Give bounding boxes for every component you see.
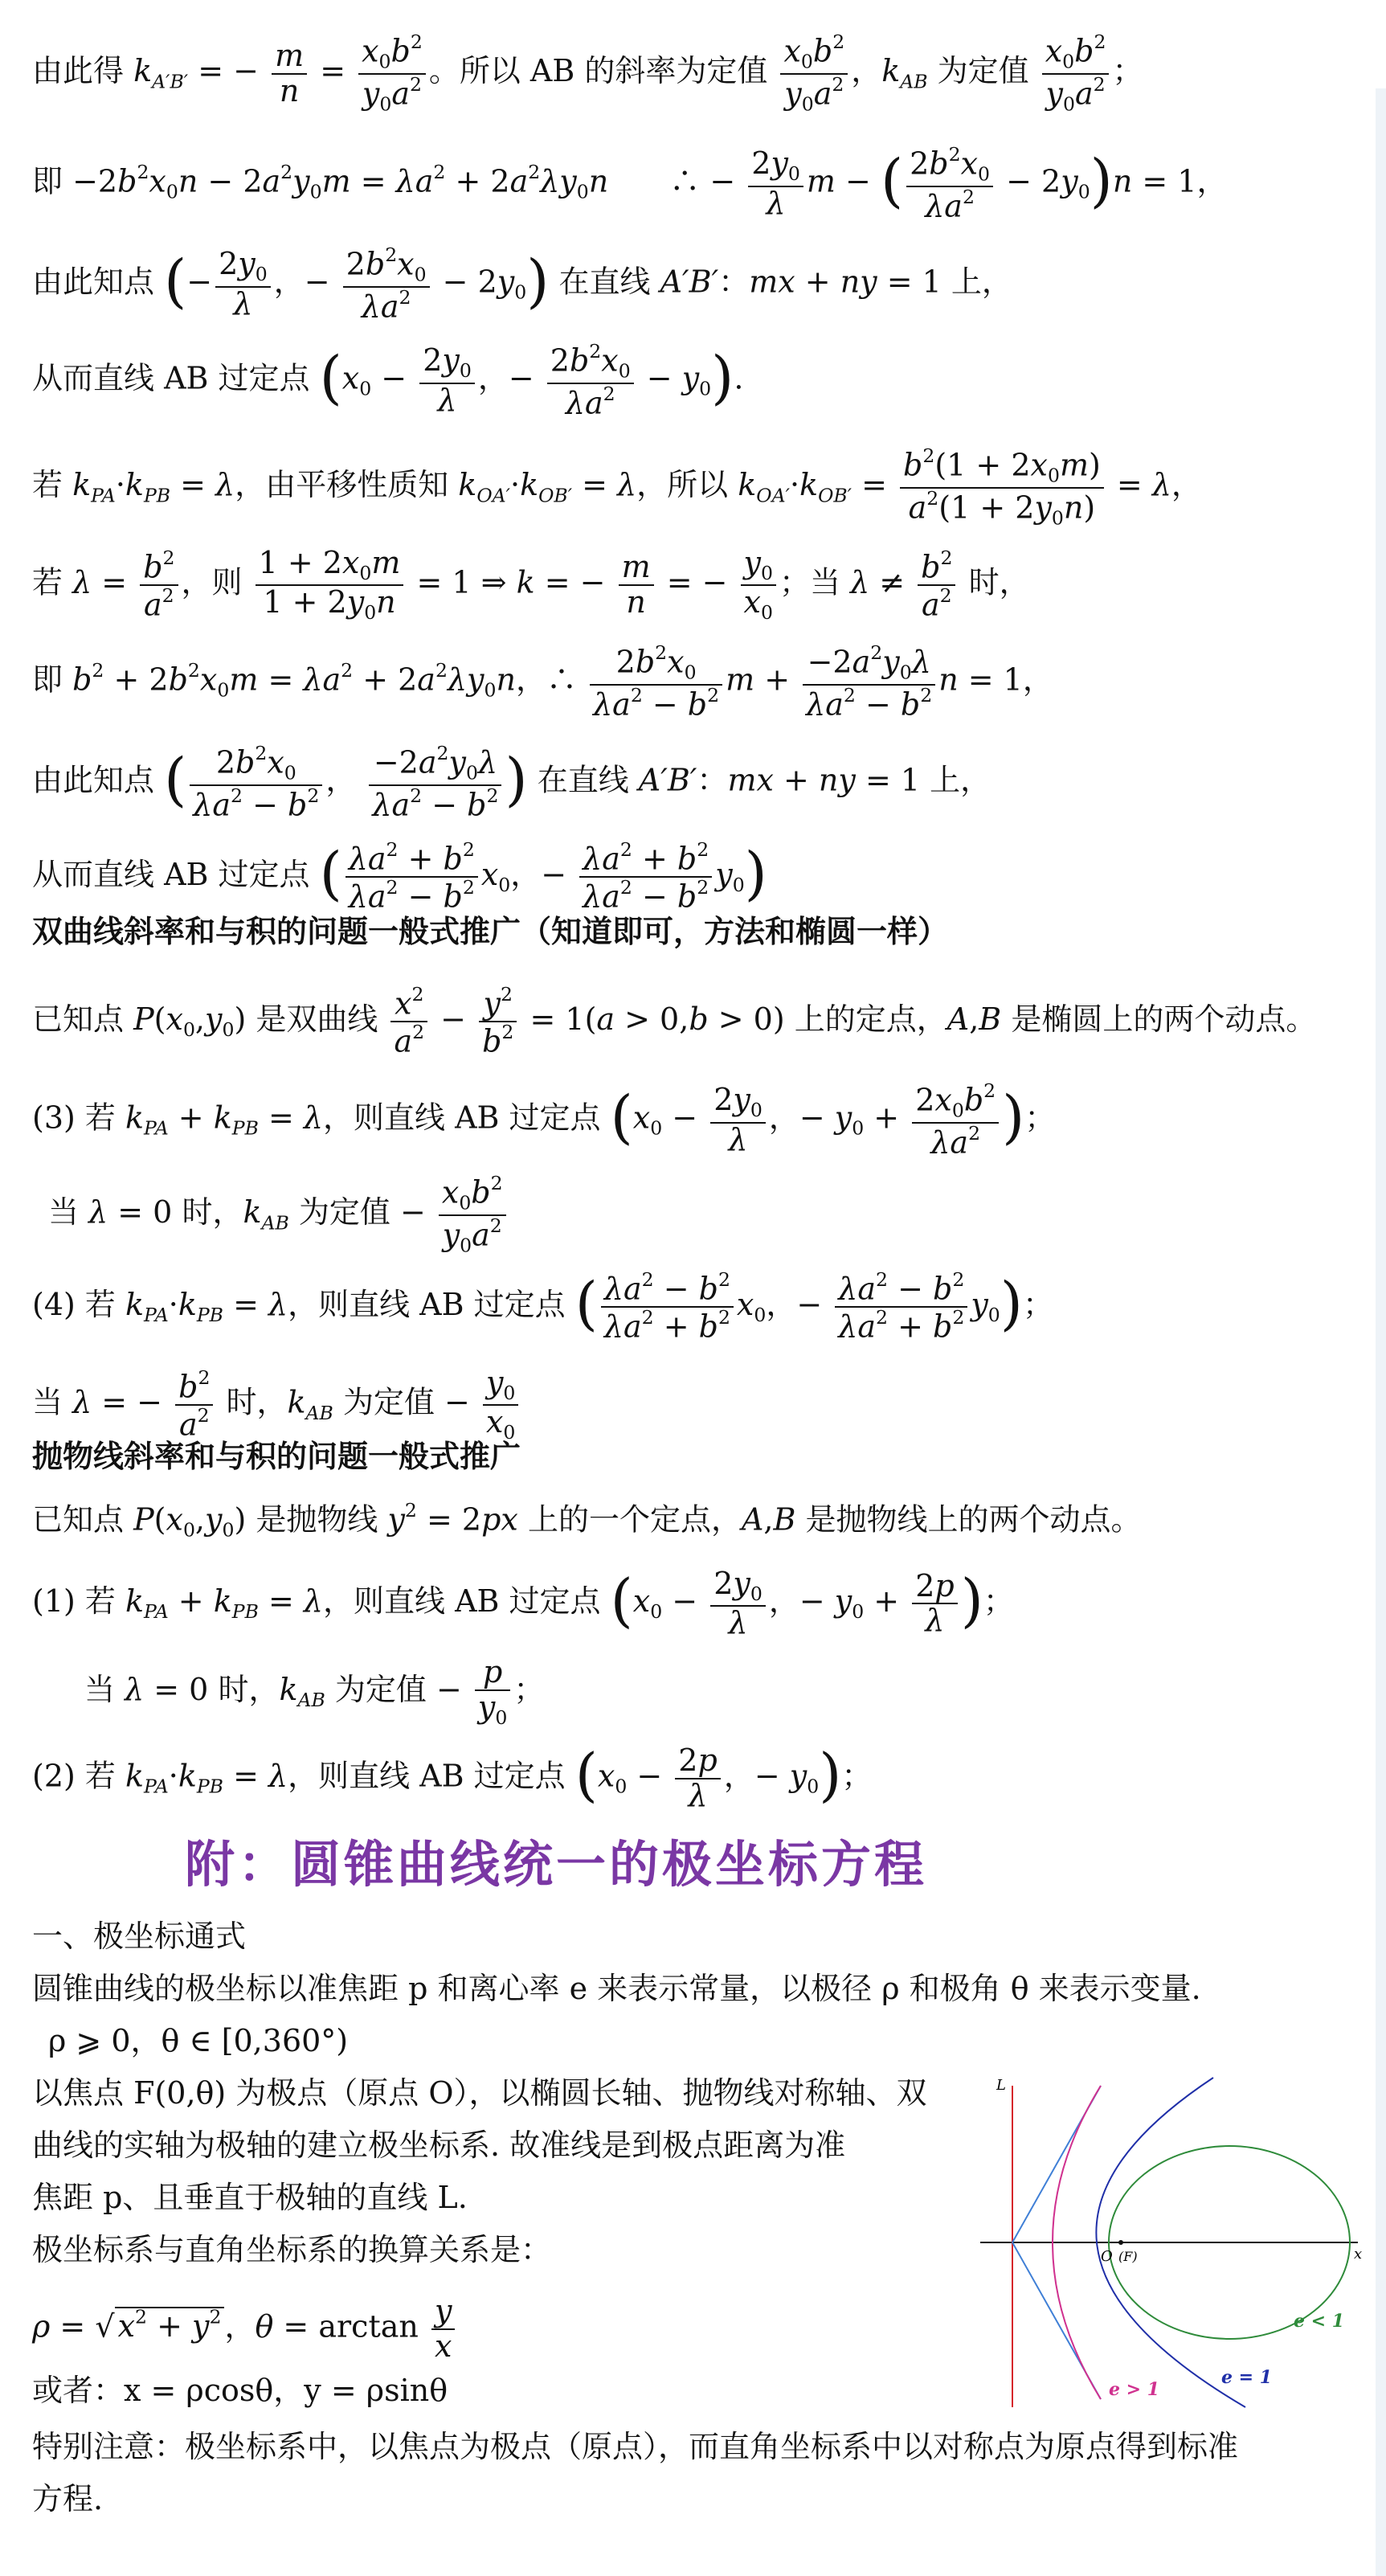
line-13: (4) 若 $k_{PA}\cdot k_{PB} = \lambda$，则直线 AB 过定点 ( $\frac{\lambda a^2 - b^2}{\lambda a^2 + b^2}$ $x_0$，− $\frac{\lambda a^2 - b^2}{\lambda a^2 + b^2}$ $y_0$)； [32,1268,1053,1345]
label-e-lt-1: e < 1 [1294,2311,1345,2332]
line-25: 极坐标系与直角坐标系的换算关系是： [32,2232,552,2267]
line-17: 当 λ = 0 时，$k_{AB}$ 为定值 − $\frac{p}{y_0}$ ； [84,1654,545,1730]
line-10: 已知点 $P(x_0,y_0)$ 是双曲线 $\frac{x^2}{a^2}$ − $\frac{y^2}{b^2}$ = 1(a > 0,b > 0) 上的定点，A,B 是椭圆上的两个动点。 [32,983,1317,1059]
line-7: 即 $b^2 + 2b^2x_0m = \lambda a^2 + 2a^2\lambda y_0n$，∴ $\frac{2b^2x_0}{\lambda a^2 - b^2}$ m + $\frac{-2a^2y_0\lambda}{\lambda a^2 - b^2}$ n = 1， [32,641,1053,723]
page-right-edge [1376,88,1386,2576]
heading-parabola: 抛物线斜率和与积的问题一般式推广 [32,1438,521,1474]
line-22: 以焦点 F(0,θ) 为极点（原点 O），以椭圆长轴、抛物线对称轴、双 [32,2075,927,2111]
line-27: 或者：x = ρcosθ，y = ρsinθ [32,2373,448,2408]
line-9: 从而直线 AB 过定点 ( $\frac{\lambda a^2 + b^2}{\lambda a^2 - b^2}$ $x_0$，− $\frac{\lambda a^2 + b^2}{\lambda a^2 - b^2}$ $y_0$) [32,838,767,915]
line-1: 由此得 $k_{A'B'}$ = − $\frac{m}{n}$ = $\frac{x_0b^2}{y_0a^2}$ 。所以 AB 的斜率为定值 $\frac{x_0b^2}{y_0a^2}$ ，$k_{AB}$ 为定值 $\frac{x_0b^2}{y_0a^2}$ ； [32,31,1143,116]
line-11: (3) 若 $k_{PA} + k_{PB} = \lambda$，则直线 AB 过定点 ($x_0$ − $\frac{2y_0}{\lambda}$ ，− $y_0$ + $\frac{2x_0b^2}{\lambda a^2}$ )； [32,1079,1056,1161]
line-4: 从而直线 AB 过定点 ($x_0$ − $\frac{2y_0}{\lambda}$ ，− $\frac{2b^2x_0}{\lambda a^2}$ − $y_0$). [32,340,744,421]
line-24: 焦距 p、且垂直于极轴的直线 L. [32,2180,468,2215]
origin-label: O [1101,2248,1113,2265]
line-8: 由此知点 ( $\frac{2b^2x_0}{\lambda a^2 - b^2}$ ， $\frac{-2a^2y_0\lambda}{\lambda a^2 - b^2}$ ) 在直线 A′B′：mx + ny = 1 上， [32,742,991,823]
line-12: 当 λ = 0 时，$k_{AB}$ 为定值 − $\frac{x_0b^2}{y_0a^2}$ [48,1173,509,1256]
directrix-label: L [996,2077,1006,2094]
line-3: 由此知点 (− $\frac{2y_0}{\lambda}$ ，− $\frac{2b^2x_0}{\lambda a^2}$ − $2y_0$) 在直线 A′B′：mx + ny = 1 上， [32,244,1012,325]
line-2: 即 $-2b^2x_0n - 2a^2y_0m = \lambda a^2 + 2a^2\lambda y_0n$ ∴ − $\frac{2y_0}{\lambda}$ m − ( $\frac{2b^2x_0}{\lambda a^2}$ − $2y_0)n = 1$， [32,143,1228,224]
focus-point [1118,2240,1123,2245]
axis-x-label: x [1354,2246,1363,2263]
label-e-eq-1: e = 1 [1221,2367,1273,2388]
appendix-title: 附：圆锥曲线统一的极坐标方程 [185,1835,928,1894]
line-15: 已知点 $P(x_0,y_0)$ 是抛物线 $y^2 = 2px$ 上的一个定点，A,B 是抛物线上的两个动点。 [32,1499,1142,1542]
line-29: 方程. [32,2481,104,2517]
label-e-gt-1: e > 1 [1109,2379,1160,2400]
line-5: 若 $k_{PA}\cdot k_{PB} = \lambda$，由平移性质知 $k_{OA'}\cdot k_{OB'} = \lambda$，所以 $k_{OA'}\cdot k_{OB'}$ = $\frac{b^2(1 + 2x_0m)}{a^2(1 + 2y_0n)}$ = λ， [32,444,1202,530]
line-23: 曲线的实轴为极轴的建立极坐标系. 故准线是到极点距离为准 [32,2128,846,2163]
line-16: (1) 若 $k_{PA} + k_{PB} = \lambda$，则直线 AB 过定点 ($x_0$ − $\frac{2y_0}{\lambda}$ ，− $y_0$ + $\frac{2p}{\lambda}$ )； [32,1566,1014,1641]
line-20: 圆锥曲线的极坐标以准焦距 p 和离心率 e 来表示常量，以极径 ρ 和极角 θ 来表示变量. [32,1971,1201,2006]
line-18: (2) 若 $k_{PA}\cdot k_{PB} = \lambda$，则直线 AB 过定点 ($x_0$ − $\frac{2p}{\lambda}$ ，− $y_0$)； [32,1742,873,1813]
line-6: 若 λ = $\frac{b^2}{a^2}$ ，则 $\frac{1 + 2x_0m}{1 + 2y_0n}$ = 1 ⇒ k = − $\frac{m}{n}$ = − $\frac{y_0}{x_0}$ ；当 λ ≠ $\frac{b^2}{a^2}$ 时， [32,545,1030,625]
line-28: 特别注意：极坐标系中，以焦点为极点（原点），而直角坐标系中以对称点为原点得到标准 [32,2429,1239,2464]
conic-figure [980,2070,1366,2415]
line-21: ρ ⩾ 0，θ ∈ [0,360°) [48,2023,349,2058]
line-26: ρ = √ $x^2 + y^2$ ，θ = arctan $\frac{y}{x}$ [32,2295,458,2364]
line-14: 当 λ = − $\frac{b^2}{a^2}$ 时，$k_{AB}$ 为定值 − $\frac{y_0}{x_0}$ [32,1366,521,1444]
heading-hyperbola: 双曲线斜率和与积的问题一般式推广（知道即可，方法和椭圆一样） [32,913,949,949]
focus-label: (F) [1118,2249,1138,2264]
line-19: 一、极坐标通式 [32,1919,247,1954]
